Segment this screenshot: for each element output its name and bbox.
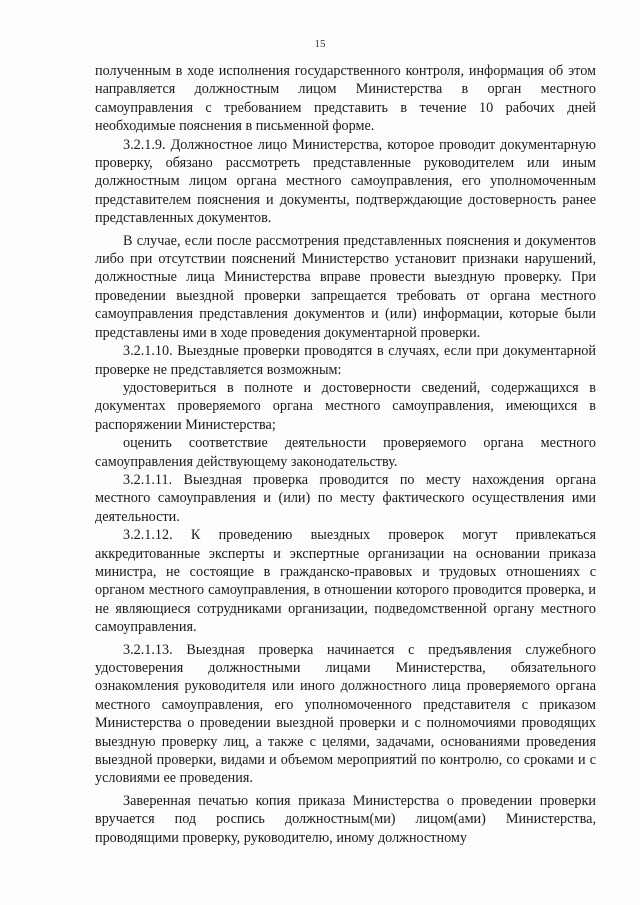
paragraph-3-2-1-13: 3.2.1.13. Выездная проверка начинается с предъявления служебного удостоверения должностными лицами Министерства, обязательного ознакомления руководителя или иного должностного лица проверяемого органа местного самоуправления, его уполномоченного представителя с приказом Министерства о проведении выездной проверки и с полномочиями проводящих выездную проверку лиц, а также с целями, задачами, основаниями проведения выездной проверки, видами и объемом мероприятий по контролю, со сроками и с условиями ее проведения. [95,641,596,787]
paragraph-3-2-1-11: 3.2.1.11. Выездная проверка проводится по месту нахождения органа местного самоуправления и (или) по месту фактического осуществления ими деятельности. [95,471,596,525]
list-item: оценить соответствие деятельности проверяемого органа местного самоуправления действующему законодательству. [95,435,596,470]
paragraph-3-2-1-12: 3.2.1.12. К проведению выездных проверок могут привлекаться аккредитованные эксперты и экспертные организации на основании приказа министра, не состоящие в гражданско-правовых и трудовых отношениях с органом местного самоуправления, в отношении которого проводится проверка, и не являющиеся сотрудниками организации, подведомственной органу местного самоуправления. [95,527,596,636]
body-text [95,62,596,847]
page-number: 15 [314,38,326,50]
paragraph-3-2-1-9: 3.2.1.9. Должностное лицо Министерства, которое проводит документарную проверку, обязано рассмотреть представленные руководителем или иным должностным лицом органа местного самоуправления, его уполномоченным представителем пояснения и документы, подтверждающие достоверность ранее представленных документов. [95,136,596,227]
paragraph-3-2-1-10: 3.2.1.10. Выездные проверки проводятся в случаях, если при документарной проверке не представляется возможным: [95,343,596,378]
paragraph: Заверенная печатью копия приказа Министерства о проведении проверки вручается под роспись должностным(ми) лицом(ами) Министерства, проводящими проверку, руководителю, иному должностному [95,792,596,846]
paragraph: В случае, если после рассмотрения представленных пояснения и документов либо при отсутствии пояснений Министерство установит признаки нарушений, должностные лица Министерства вправе провести выездную проверку. При проведении выездной проверки запрещается требовать от органа местного самоуправления представления документов и (или) информации, которые были представлены ими в ходе проведения документарной проверки. [95,232,596,341]
list-item: удостовериться в полноте и достоверности сведений, содержащихся в документах проверяемого органа местного самоуправления, имеющихся в распоряжении Министерства; [95,379,596,433]
paragraph: полученным в ходе исполнения государственного контроля, информация об этом направляется должностным лицом Министерства в орган местного самоуправления с требованием представить в течение 10 рабочих дней необходимые пояснения в письменной форме. [95,63,596,135]
